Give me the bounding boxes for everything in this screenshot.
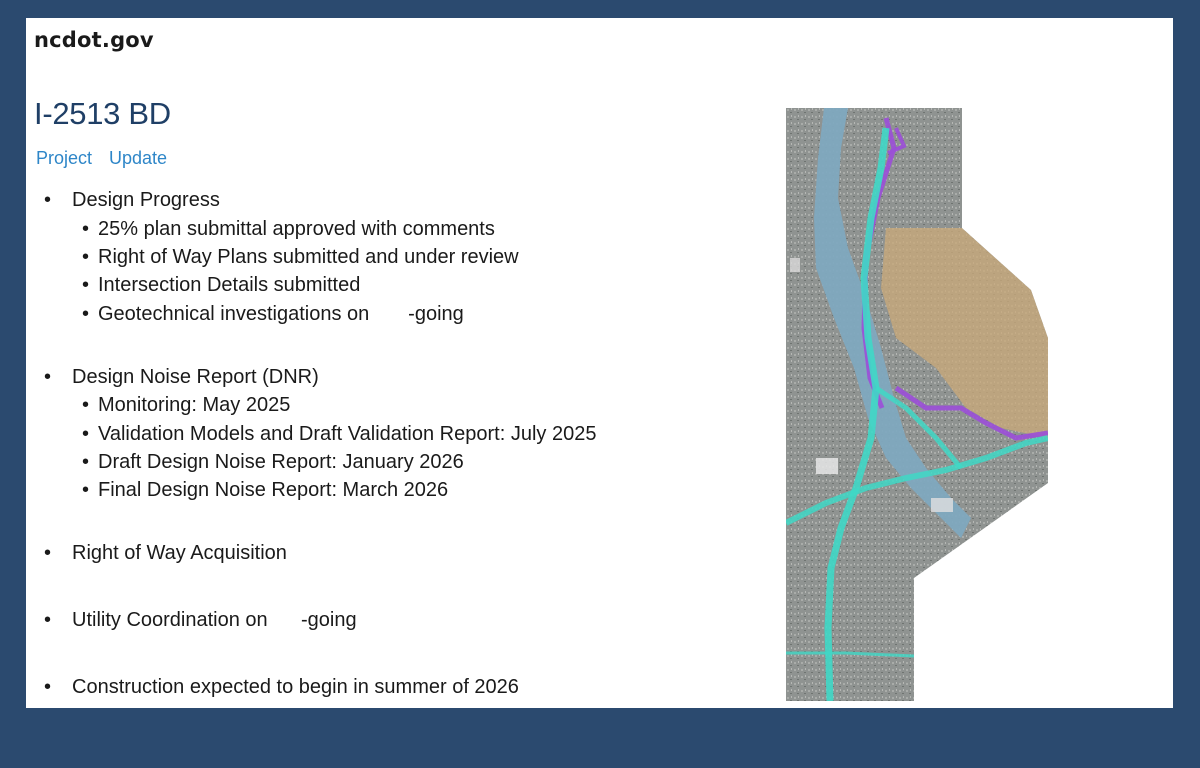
list-item-text: Geotechnical investigations on -going [98,303,464,325]
list-subitem [82,423,597,446]
site-logo-text[interactable]: ncdot.gov [34,28,154,52]
bullet-icon: • [82,394,90,416]
building [790,258,800,272]
list-item-text: Draft Design Noise Report: January 2026 [98,451,464,473]
list-item-text: Intersection Details submitted [98,274,361,296]
bullet-icon: • [82,479,90,501]
list-subitem [82,479,449,502]
list-item-text: Utility Coordination on -going [72,609,357,631]
building [931,498,953,512]
list-subitem [82,218,495,241]
bullet-icon: • [44,609,52,631]
list-item-text: Construction expected to begin in summer of 2026 [72,676,519,698]
bullet-icon: • [44,189,52,211]
bullet-icon: • [44,676,52,698]
bullet-icon: • [82,451,90,473]
building [816,458,838,474]
list-item [44,189,220,212]
page-subtitle: Project Update [36,148,168,168]
list-item-text: Right of Way Acquisition [72,542,287,564]
bullet-icon: • [44,366,52,388]
list-subitem [82,303,464,326]
bullet-icon: • [82,423,90,445]
list-item [44,676,519,699]
list-subitem [82,274,361,297]
list-item [44,609,357,632]
project-aerial-map [786,108,1048,701]
bullet-icon: • [82,303,90,325]
update-list [26,18,726,708]
list-subitem [82,451,464,474]
bullet-icon: • [82,218,90,240]
list-item-text: Right of Way Plans submitted and under review [98,246,519,268]
bullet-icon: • [82,274,90,296]
bullet-icon: • [44,542,52,564]
list-subitem [82,246,519,269]
page-title: I-2513 BD [34,96,171,131]
list-item-text: Design Noise Report (DNR) [72,366,319,388]
list-item [44,542,287,565]
list-item-text: Monitoring: May 2025 [98,394,291,416]
list-subitem [82,394,291,417]
list-item [44,366,319,389]
list-item-text: Design Progress [72,189,220,211]
list-item-text: Validation Models and Draft Validation Report: July 2025 [98,423,597,445]
bullet-icon: • [82,246,90,268]
list-item-text: 25% plan submittal approved with comments [98,218,495,240]
list-item-text: Final Design Noise Report: March 2026 [98,479,449,501]
slide [26,18,1173,708]
